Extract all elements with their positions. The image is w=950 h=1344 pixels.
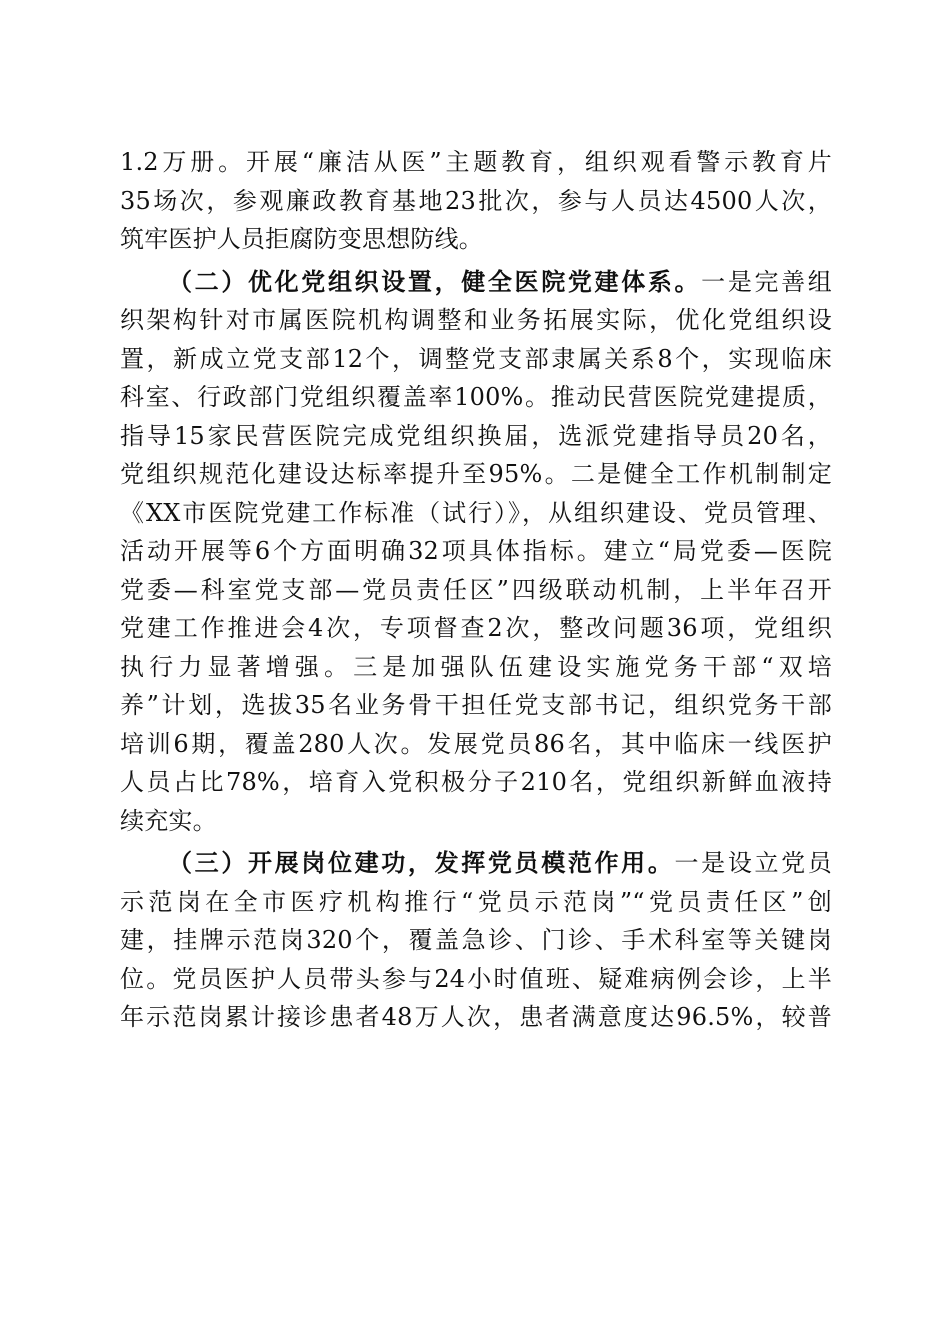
text-line [120,263,832,302]
text-line: 筑牢医护人员拒腐防变思想防线。 [120,225,483,253]
paragraph-3 [120,844,832,1037]
text-line: 党组织规范化建设达标率提升至95%。二是健全工作机制制定 [120,460,832,488]
text-line: 示范岗在全市医疗机构推行“党员示范岗”“党员责任区”创 [120,887,832,916]
text-line: 建，挂牌示范岗320个，覆盖急诊、门诊、手术科室等关键岗 [120,926,832,954]
section-heading: （二）优化党组织设置，健全医院党建体系。 [168,266,702,296]
text-line: 年示范岗累计接诊患者48万人次，患者满意度达96.5%，较普 [120,1003,832,1031]
text-line [120,844,832,883]
text-line: 科室、行政部门党组织覆盖率100%。推动民营医院党建提质， [120,383,832,411]
text-line: 活动开展等6个方面明确32项具体指标。建立“局党委—医院 [120,537,832,565]
text-line: 续充实。 [120,806,217,835]
text-line: 党建工作推进会4次，专项督查2次，整改问题36项，党组织 [120,614,832,642]
section-heading: （三）开展岗位建功，发挥党员模范作用。 [168,848,675,877]
text-line: 35场次，参观廉政教育基地23批次，参与人员达4500人次， [120,186,832,215]
text-run: 一是设立党员 [674,849,832,877]
text-line: 人员占比78%，培育入党积极分子210名，党组织新鲜血液持 [120,768,832,796]
document-page [120,143,832,1037]
text-line: 1.2万册。开展“廉洁从医”主题教育，组织观看警示教育片 [120,148,832,176]
text-run: 一是完善组 [701,267,833,296]
text-line: 《XX市医院党建工作标准（试行）》，从组织建设、党员管理、 [120,498,832,527]
paragraph-1 [120,143,832,259]
paragraph-2 [120,263,832,841]
text-line: 置，新成立党支部12个，调整党支部隶属关系8个，实现临床 [120,344,832,373]
text-line: 织架构针对市属医院机构调整和业务拓展实际，优化党组织设 [120,306,832,334]
text-line: 养”计划，选拔35名业务骨干担任党支部书记，组织党务干部 [120,691,832,719]
text-line: 位。党员医护人员带头参与24小时值班、疑难病例会诊，上半 [120,964,832,993]
text-line: 指导15家民营医院完成党组织换届，选派党建指导员20名， [120,421,832,450]
text-line: 执行力显著增强。三是加强队伍建设实施党务干部“双培 [120,652,832,681]
text-line: 党委—科室党支部—党员责任区”四级联动机制，上半年召开 [120,575,832,604]
text-line: 培训6期，覆盖280人次。发展党员86名，其中临床一线医护 [120,729,832,758]
